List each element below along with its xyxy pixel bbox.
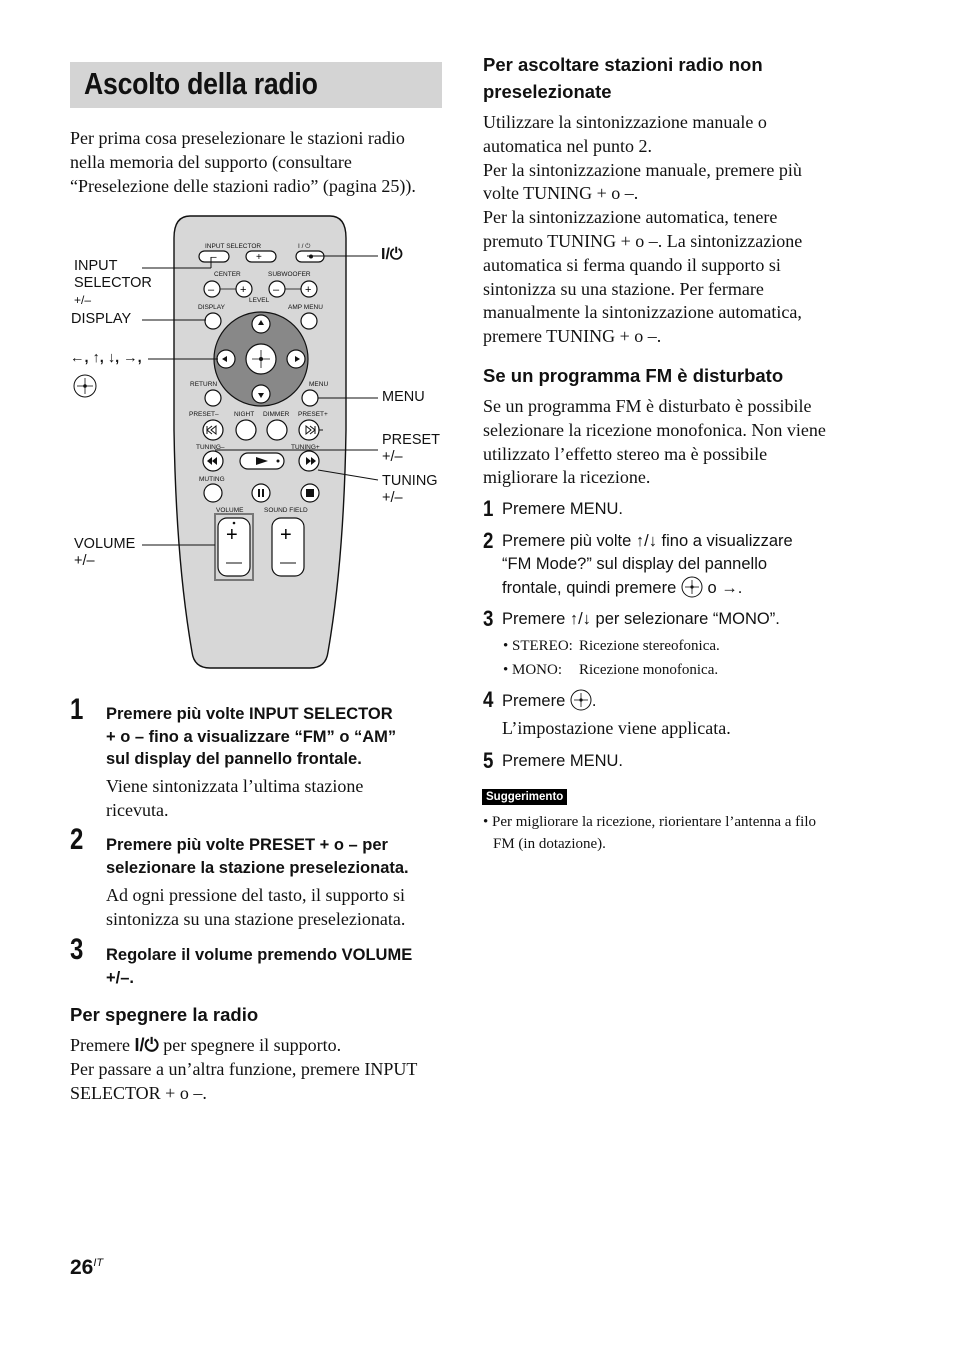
step-result: Viene sintonizzata l’ultima stazione ricevuta.: [106, 776, 364, 820]
svg-text:DISPLAY: DISPLAY: [198, 304, 225, 311]
step-instruction: Premere ↑/↓ per selezionare “MONO”.: [502, 610, 780, 628]
step-result: Ad ogni pressione del tasto, il supporto si sintonizza su una stazione preselezionata.: [106, 885, 406, 929]
enter-icon: [570, 689, 592, 711]
preset-minus-button: [203, 420, 223, 440]
label-power: I/⏻: [381, 246, 403, 263]
step-instruction: Regolare il volume premendo VOLUME +/–.: [106, 946, 413, 987]
label-menu: MENU: [382, 389, 425, 405]
svg-text:MUTING: MUTING: [199, 476, 225, 483]
step-number: 1: [483, 496, 494, 521]
step-number: 2: [483, 528, 494, 553]
intro-paragraph: [70, 127, 450, 198]
intro-line: nella memoria del supporto (consultare: [70, 151, 352, 172]
option-list: • STEREO: Ricezione stereofonica. • MONO: Ricezione monofonica.: [503, 638, 720, 678]
pause-button: [252, 484, 270, 502]
step-number: 3: [483, 606, 494, 631]
svg-text:–: –: [211, 252, 217, 263]
remote-text-input-selector: INPUT SELECTOR: [205, 243, 262, 250]
step-instruction: Premere MENU.: [502, 752, 624, 770]
step-instruction: Premere più volte INPUT SELECTOR + o – fino a visualizzare “FM” o “AM” sul display del pannello frontale.: [106, 705, 397, 768]
svg-text:PRESET+: PRESET+: [298, 411, 328, 418]
remote-body: [174, 216, 346, 668]
return-button: [205, 390, 221, 406]
amp-menu-button: [301, 313, 317, 329]
svg-text:AMP MENU: AMP MENU: [288, 304, 323, 311]
remote-text-power: I / ⏻: [298, 243, 311, 250]
step-number: 3: [70, 933, 84, 966]
tip-badge: Suggerimento: [482, 789, 567, 805]
svg-text:TUNING+: TUNING+: [291, 444, 320, 451]
svg-text:SOUND FIELD: SOUND FIELD: [264, 507, 308, 514]
step-number: 5: [483, 748, 494, 773]
label-input-selector: INPUT SELECTOR +/–: [74, 258, 152, 307]
svg-text:+: +: [256, 252, 262, 263]
section-heading: Se un programma FM è disturbato: [483, 365, 784, 386]
page-title: Ascolto della radio: [84, 66, 318, 101]
disturbato-paragraph: Se un programma FM è disturbato è possibile selezionare la ricezione monofonica. Non viene utilizzato l’effetto stereo ma è possibile migliorare la ricezione.: [483, 396, 826, 488]
display-button: [205, 313, 221, 329]
power-symbol: I/⏻: [134, 1035, 159, 1055]
enter-icon: [681, 576, 703, 598]
menu-button: [302, 390, 318, 406]
non-presel-paragraph: Utilizzare la sintonizzazione manuale o automatica nel punto 2. Per la sintonizzazione manuale, premere più volte TUNING + o –. Per la sintonizzazione automatica, tenere premuto TUNING + o –. La sintonizzazione automatica si ferma quando il supporto si sintonizza su una stazione. Per fermare manualmente la sintonizzazione automatica, premere TUNING + o –.: [483, 112, 803, 347]
step-instruction: Premere più volte PRESET + o – per selezionare la stazione preselezionata.: [106, 836, 409, 877]
step-instruction: Premere più volte ↑/↓ fino a visualizzare “FM Mode?” sul display del pannello frontale, quindi premere o →.: [502, 532, 793, 597]
svg-text:VOLUME: VOLUME: [216, 507, 244, 514]
muting-button: [204, 484, 222, 502]
svg-text:–: –: [273, 284, 280, 296]
step-result: L’impostazione viene applicata.: [502, 718, 731, 738]
step-number: 4: [483, 687, 494, 712]
svg-text:+: +: [305, 284, 312, 296]
tip-text: • Per migliorare la ricezione, riorientare l’antenna a filo FM (in dotazione).: [483, 814, 817, 852]
step-number: 2: [70, 823, 84, 856]
intro-line: Per prima cosa preselezionare le stazioni radio: [70, 128, 405, 148]
svg-text:+: +: [226, 524, 238, 546]
svg-text:MENU: MENU: [309, 381, 329, 388]
page-number: $26^{IT}$: [70, 1256, 104, 1279]
section-heading: Per spegnere la radio: [70, 1004, 259, 1025]
label-preset: PRESET +/–: [382, 432, 441, 465]
night-button: [236, 420, 256, 440]
svg-text:SUBWOOFER: SUBWOOFER: [268, 271, 311, 278]
step-number: 1: [70, 693, 84, 726]
svg-text:TUNING–: TUNING–: [196, 444, 225, 451]
label-arrows: ←, ↑, ↓, →,: [70, 350, 142, 366]
svg-text:PRESET–: PRESET–: [189, 411, 219, 418]
section-heading: Per ascoltare stazioni radio non preselezionate: [483, 54, 763, 102]
svg-text:NIGHT: NIGHT: [234, 411, 255, 418]
svg-text:+: +: [240, 284, 247, 296]
intro-line: “Preselezione delle stazioni radio” (pagina 25)).: [70, 175, 416, 196]
label-display: DISPLAY: [71, 311, 132, 327]
svg-text:LEVEL: LEVEL: [249, 297, 270, 304]
svg-text:CENTER: CENTER: [214, 271, 241, 278]
label-volume: VOLUME +/–: [74, 536, 136, 569]
svg-text:–: –: [208, 284, 215, 296]
enter-icon: [72, 373, 98, 399]
step-instruction: Premere .: [502, 689, 596, 713]
label-tuning: TUNING +/–: [382, 473, 438, 506]
preset-plus-button: [299, 420, 319, 440]
step-instruction: Premere MENU.: [502, 500, 624, 518]
spegnere-paragraph: Premere I/⏻ per spegnere il supporto. Per passare a un’altra funzione, premere INPUT SELECTOR + o –.: [70, 1035, 418, 1103]
svg-text:RETURN: RETURN: [190, 381, 218, 388]
svg-text:+: +: [280, 524, 292, 546]
dimmer-button: [267, 420, 287, 440]
svg-text:DIMMER: DIMMER: [263, 411, 290, 418]
